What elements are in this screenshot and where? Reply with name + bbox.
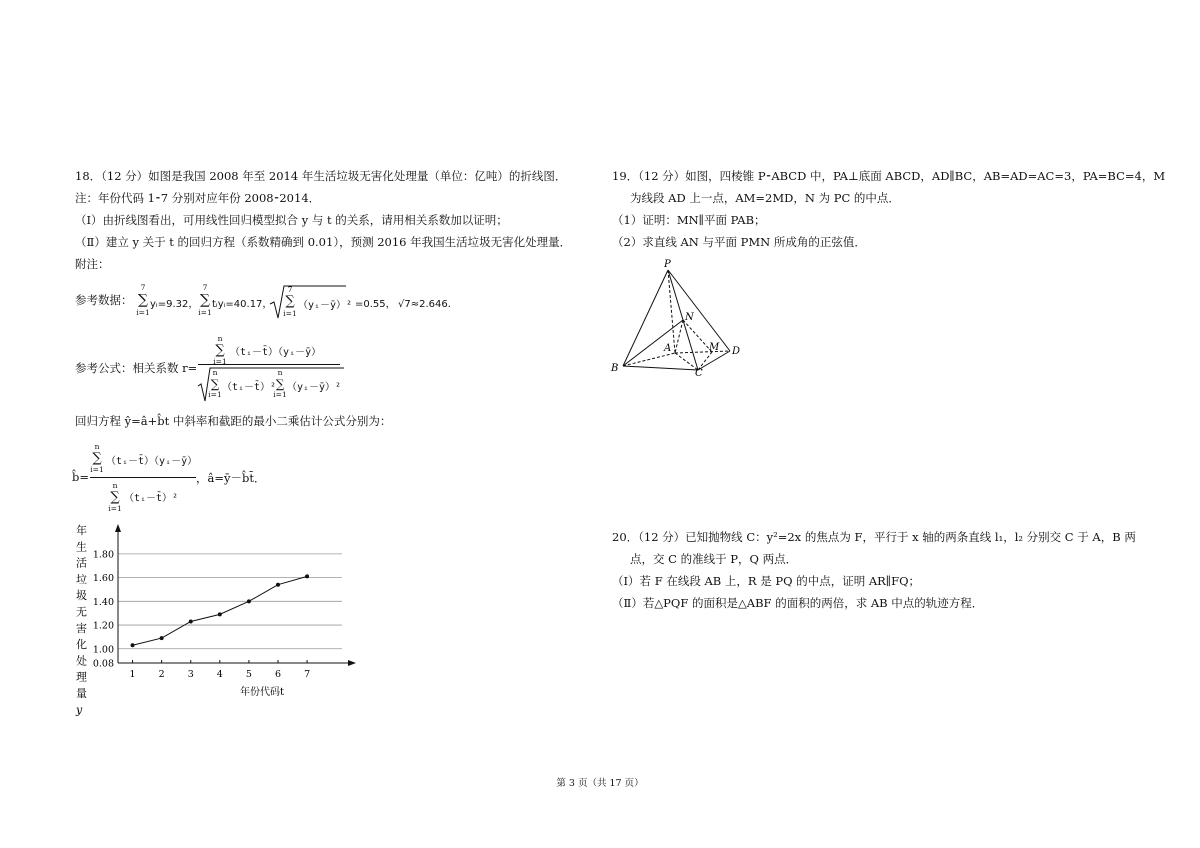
x-axis-label: 年份代码t [240, 687, 285, 698]
q20-part1: （Ⅰ）若 F 在线段 AB 上，R 是 PQ 的中点，证明 AR∥FQ； [612, 574, 921, 588]
edge-PB [623, 270, 668, 366]
regression-intro: 回归方程 ŷ=â+b̂t 中斜率和截距的最小二乘估计公式分别为： [75, 414, 392, 428]
y-tick-label: 0.08 [92, 658, 114, 670]
x-tick-label: 5 [245, 669, 252, 680]
x-axis-arrow [348, 660, 356, 666]
data-point [189, 619, 193, 623]
q18-note: 注：年份代码 1⁃7 分别对应年份 2008⁃2014． [75, 191, 321, 205]
question-20 [612, 526, 1142, 614]
sum-sign-r-den1: n ∑ i=1 [208, 368, 222, 399]
y-axis-label-char: 理 [76, 670, 87, 684]
x-tick-label: 7 [304, 669, 311, 680]
y-axis-label-char: 无 [76, 605, 87, 619]
series-line [131, 574, 310, 647]
q19-title-cont: 为线段 AD 上一点，AM=2MD，N 为 PC 的中点． [630, 191, 900, 205]
data-point [305, 574, 309, 578]
q19-part2: （2）求直线 AN 与平面 PMN 所成角的正弦值． [612, 235, 866, 249]
sum-sign-1: 7 ∑ i=1 [136, 283, 150, 317]
b-fraction-bar [90, 477, 196, 478]
y-tick-label: 1.00 [92, 644, 114, 656]
series-polyline [133, 576, 308, 645]
y-axis-label-char: 害 [76, 621, 87, 635]
y-tick-label: 1.20 [92, 620, 114, 632]
question-18 [75, 165, 595, 275]
chart-gridlines [118, 554, 342, 649]
y-axis-label-char: 年 [76, 524, 87, 537]
data-point [276, 583, 280, 587]
sum-sign-2: 7 ∑ i=1 [198, 283, 212, 317]
q18-part2: （Ⅱ）建立 y 关于 t 的回归方程（系数精确到 0.01），预测 2016 年我国生活垃圾无害化处理量． [75, 235, 572, 249]
ref-data-3: =0.55， [355, 299, 396, 310]
x-tick-label: 6 [274, 669, 282, 680]
y-axis-label-char: 垃 [76, 572, 87, 586]
y-axis-arrow [115, 524, 121, 532]
y-axis-label [75, 523, 87, 716]
q20-part2: （Ⅱ）若△PQF 的面积是△ABF 的面积的两倍，求 AB 中点的轨迹方程． [612, 596, 984, 610]
sum-sign-r-den2: n ∑ i=1 [273, 368, 287, 399]
label-C: C [695, 368, 703, 379]
chart-axes [115, 524, 356, 666]
y-axis-label-char: 化 [76, 638, 87, 652]
b-denominator: （tᵢ－t̄）² [124, 493, 179, 504]
label-P: P [664, 259, 671, 270]
label-A: A [664, 343, 672, 354]
ref-data-1: yᵢ=9.32， [150, 299, 199, 310]
ref-data-line [75, 292, 133, 308]
y-tick-labels [93, 549, 114, 669]
q20-title: 20．（12 分）已知抛物线 C：y²=2x 的焦点为 F，平行于 x 轴的两条直线 l₁，l₂ 分别交 C 于 A，B 两 [612, 530, 1136, 544]
x-tick-label: 4 [216, 669, 223, 680]
y-axis-label-char: 活 [76, 556, 87, 570]
q18-appendix: 附注： [75, 257, 110, 271]
sum-sign-b-num: n ∑ i=1 [90, 442, 104, 474]
b-numerator: （tᵢ－t̄）（yᵢ－ȳ） [106, 456, 198, 467]
y-axis-label-char: y [76, 703, 83, 717]
r-den-y2: （yᵢ－ȳ）² [287, 382, 342, 393]
ref-data-4: √7≈2.646． [398, 299, 458, 310]
ref-data-label: 参考数据： [75, 293, 133, 307]
a-hat-formula: ，â=ȳ－b̂t̄． [196, 471, 266, 485]
q18-title: 18．（12 分）如图是我国 2008 年至 2014 年生活垃圾无害化处理量（单位：亿吨）的折线图． [75, 169, 567, 183]
ref-formula-label: 参考公式：相关系数 r= [75, 361, 198, 375]
ref-data-2: tᵢyᵢ=40.17， [212, 299, 273, 310]
y-axis-label-char: 处 [76, 654, 87, 668]
label-N: N [685, 312, 694, 323]
x-tick-label: 2 [158, 669, 165, 680]
label-D: D [732, 346, 741, 357]
y-axis-label-char: 量 [76, 687, 87, 700]
edge-CD [698, 351, 730, 370]
data-point [131, 643, 135, 647]
r-fraction-bar [198, 364, 340, 365]
y-tick-label: 1.40 [92, 596, 114, 608]
pyramid-diagram [605, 258, 765, 378]
ref-term-y2: （yᵢ－ȳ）² [298, 300, 353, 311]
sum-sign-3: 7 ∑ i=1 [283, 285, 297, 318]
segment-BN [623, 320, 683, 366]
data-point [160, 636, 164, 640]
y-axis-label-char: 生 [76, 540, 87, 554]
edge-AD [675, 351, 730, 353]
q20-title-cont: 点，交 C 的准线于 P，Q 两点． [630, 552, 798, 566]
label-B: B [611, 363, 619, 374]
sum-sign-b-den: n ∑ i=1 [108, 481, 122, 513]
r-numerator: （tᵢ－t̄）（yᵢ－ȳ） [230, 347, 322, 358]
data-point [218, 612, 222, 616]
y-tick-label: 1.80 [92, 549, 114, 561]
label-M: M [709, 342, 720, 353]
question-19 [612, 165, 1166, 253]
page-footer: 第 3 页（共 17 页） [556, 778, 644, 789]
y-axis-label-char: 圾 [76, 589, 87, 603]
data-point [247, 599, 251, 603]
b-hat-label: b̂= [72, 470, 89, 484]
edge-PD [668, 270, 730, 351]
y-tick-label: 1.60 [92, 573, 114, 585]
q19-part1: （1）证明：MN∥平面 PAB； [612, 213, 766, 227]
sum-sign-r-num: n ∑ i=1 [213, 334, 227, 366]
x-tick-label: 1 [129, 669, 136, 680]
r-den-t2: （tᵢ－t̄）² [222, 382, 277, 393]
x-tick-label: 3 [187, 669, 194, 680]
line-chart [60, 520, 360, 717]
edge-BC [623, 366, 698, 370]
q18-part1: （Ⅰ）由折线图看出，可用线性回归模型拟合 y 与 t 的关系，请用相关系数加以证明； [75, 213, 508, 227]
q19-title: 19．（12 分）如图，四棱锥 P⁃ABCD 中，PA⊥底面 ABCD，AD∥BC，AB=AD=AC=3，PA=BC=4，M [612, 169, 1166, 183]
